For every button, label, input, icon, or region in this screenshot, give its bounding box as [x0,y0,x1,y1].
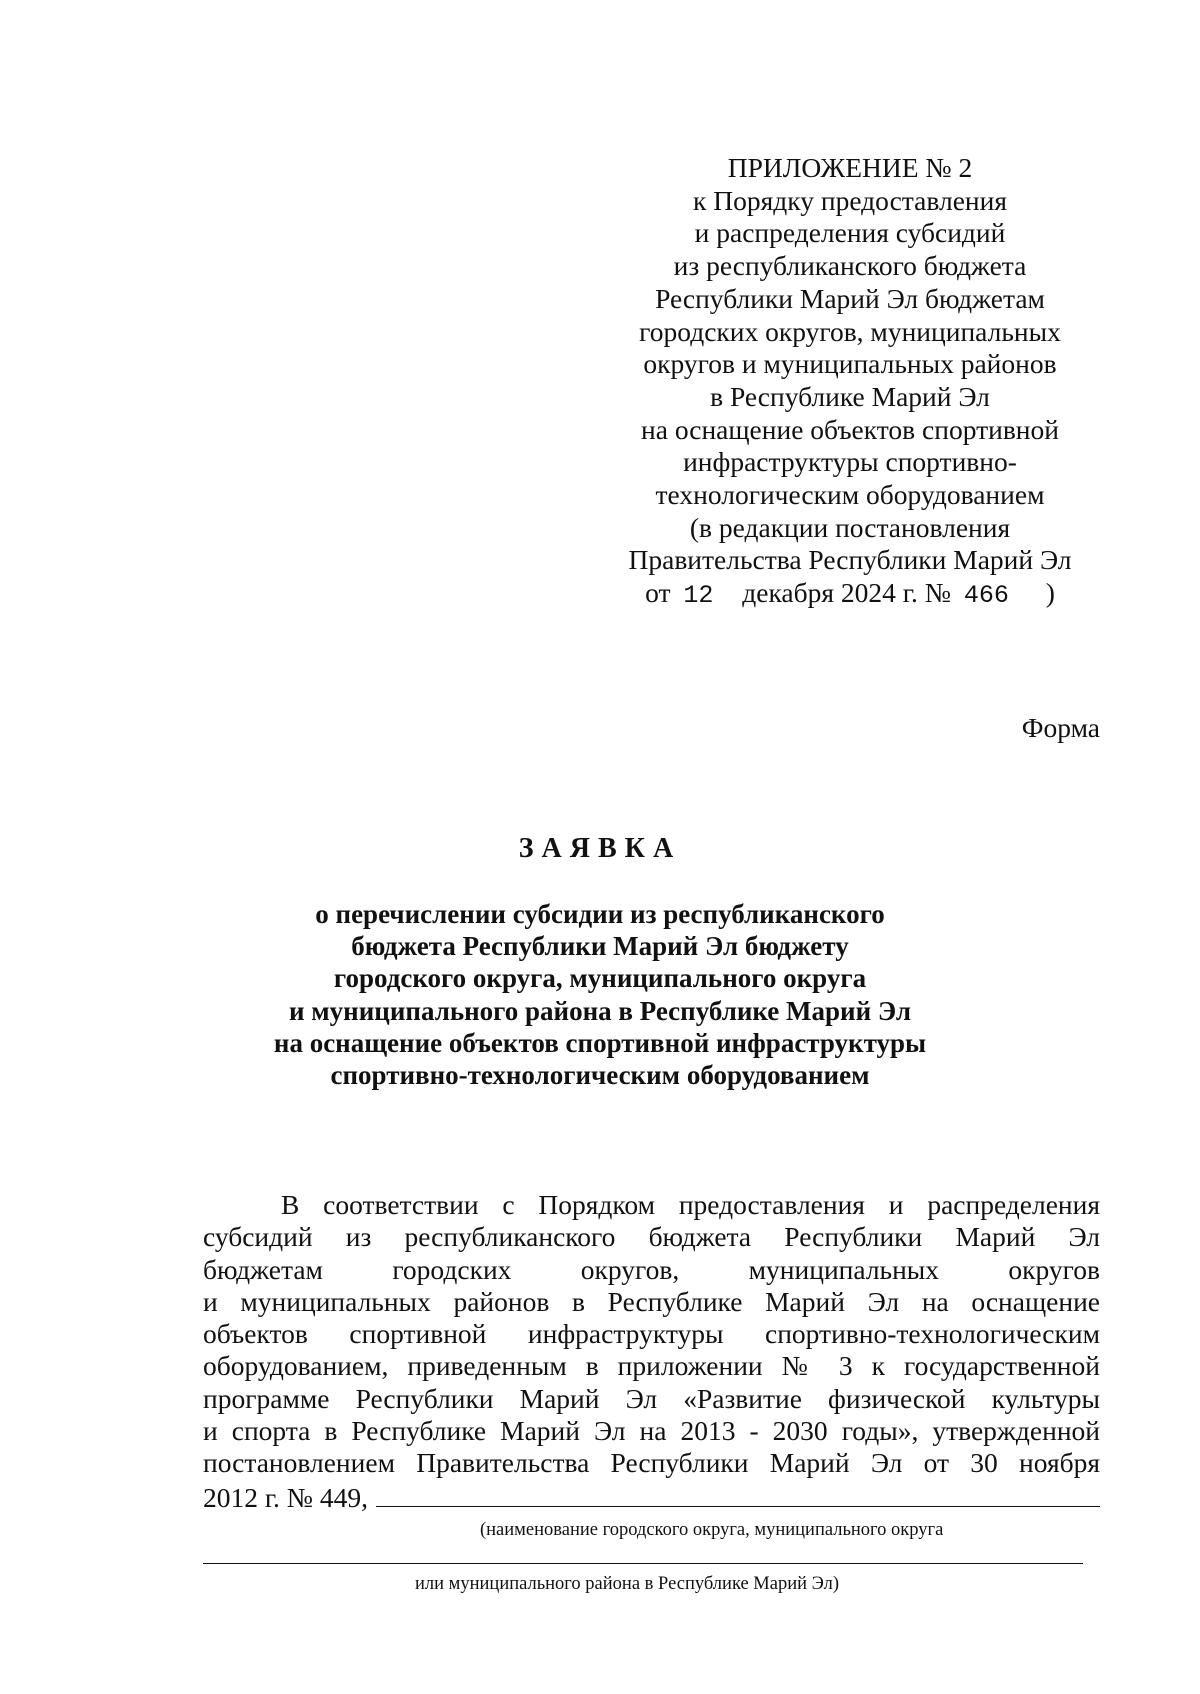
subtitle-line: городского округа, муниципального округа [333,963,867,994]
date-close-paren: ) [1045,577,1055,609]
appendix-title: ПРИЛОЖЕНИЕ № 2 [727,152,973,183]
appendix-line: и распределения субсидий [694,217,1006,249]
body-line: постановлением Правительства Республики Марий Эл от 30 ноября [203,1447,1100,1479]
document-title: ЗАЯВКА [518,833,682,864]
form-label: Форма [1021,712,1100,743]
appendix-line: из республиканского бюджета [673,250,1027,282]
body-line: субсидий из республиканского бюджета Республики Марий Эл [203,1221,1100,1253]
body-line: 2012 г. № 449, [203,1481,369,1513]
date-day: 12 [683,581,714,611]
body-line: и спорта в Республике Марий Эл на 2013 - 2030 годы», утвержденной [203,1415,1100,1447]
date-prefix: от [645,577,671,609]
body-line: В соответствии с Порядком предоставления и распределения [281,1189,1100,1220]
appendix-line: (в редакции постановления [689,511,1011,543]
appendix-line: округов и муниципальных районов [643,348,1057,380]
subtitle-line: и муниципального района в Республике Марий Эл [288,995,911,1026]
municipality-name-field-line-2[interactable] [203,1563,1083,1564]
appendix-line: городских округов, муниципальных [639,315,1061,347]
body-line: объектов спортивной инфраструктуры спортивно-технологическим [203,1318,1100,1350]
appendix-line: к Порядку предоставления [693,184,1007,216]
appendix-line: Республики Марий Эл бюджетам [655,282,1045,314]
appendix-line: инфраструктуры спортивно- [683,446,1017,478]
subtitle-line: спортивно-технологическим оборудованием [330,1060,870,1091]
appendix-header [590,152,1110,613]
decree-number: 466 [963,581,1009,611]
appendix-line: технологическим оборудованием [655,479,1045,511]
field-caption-1: (наименование городского округа, муниципального округа [480,1520,944,1540]
body-line: оборудованием, приведенным в приложении № 3 к государственной [203,1350,1100,1382]
appendix-line: в Республике Марий Эл [710,380,990,412]
appendix-date-line [590,577,1110,613]
appendix-line: Правительства Республики Марий Эл [628,544,1072,576]
field-caption-2: или муниципального района в Республике Марий Эл) [415,1574,840,1594]
body-line: бюджетам городских округов, муниципальных округов [203,1253,1100,1285]
date-month-year: декабря 2024 г. № [742,577,951,609]
body-last-line [203,1480,1100,1514]
document-subtitle [0,898,1200,1091]
body-line: и муниципальных районов в Республике Марий Эл на оснащение [203,1285,1100,1317]
subtitle-line: о перечислении субсидии из республиканского [315,899,885,929]
body-line: программе Республики Марий Эл «Развитие физической культуры [203,1382,1100,1414]
subtitle-line: бюджета Республики Марий Эл бюджету [351,931,849,962]
municipality-name-field[interactable] [376,1480,1100,1507]
appendix-line: на оснащение объектов спортивной [641,413,1059,445]
subtitle-line: на оснащение объектов спортивной инфраструктуры [273,1027,927,1058]
body-paragraph [203,1189,1100,1514]
